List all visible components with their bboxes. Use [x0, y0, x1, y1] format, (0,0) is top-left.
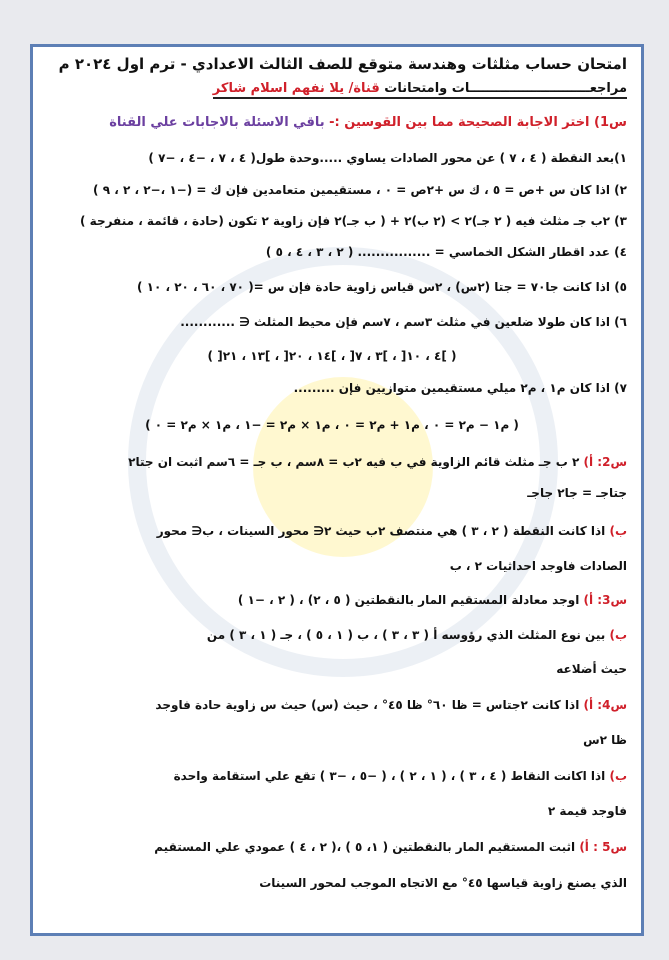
q2-b-text: اذا كانت النقطة ( ٢ ، ٣ ) هي منتصف ٢ب حيث ٢∈ محور السينات ، ب∈ محور	[156, 524, 606, 538]
q4-b-text: اذا اكانت النقاط ( ٤ ، ٣ ) ، ( ١ ، ٢ ) ، ( −٥ ، −٣ ) تقع علي استقامة واحدة	[173, 769, 606, 783]
q4-a-label: س4: أ)	[583, 698, 627, 712]
q3-a-label: س3: أ)	[583, 593, 627, 607]
q4-b-label: ب)	[609, 769, 627, 783]
subtitle-prefix: مراجعـــــــــــــــــــــــــــات وامتحانات	[384, 81, 627, 96]
q1-item: ٤) عدد اقطار الشكل الخماسي = ................ ( ٢ ، ٣ ، ٤ ، ٥ )	[265, 245, 627, 259]
q1-heading	[41, 115, 627, 130]
q4-a-cont: ظا ٢س	[583, 733, 627, 747]
q1-item: ١)بعد النقطة ( ٤ ، ٧ ) عن محور الصادات يساوي .....وحدة طول( ٤ ، ٧ ، −٤ ، −٧ )	[148, 151, 627, 165]
q3-b	[41, 628, 627, 643]
q1-item: ٦) اذا كان طولا ضلعين في مثلث ٣سم ، ٧سم فإن محيط المثلث ∈ ............	[180, 315, 627, 329]
q2-b-label: ب)	[609, 524, 627, 538]
q2-a-text: ٢ ب جـ مثلث قائم الزاوية في ب فيه ٢ب = ٨سم ، ب جـ = ٦سم اثبت ان جتا٢	[128, 455, 580, 469]
q5-a-text: اثبت المستقيم المار بالنقطتين ( ١، ٥ ) ،( ٢ ، ٤ ) عمودي علي المستقيم	[154, 840, 576, 854]
q1-note: باقي الاسئلة بالاجابات علي القناة	[109, 115, 325, 130]
exam-subtitle	[213, 81, 627, 99]
q5-a-cont: الذي يصنع زاوية قياسها ٤٥° مع الاتجاه الموجب لمحور السينات	[259, 876, 627, 890]
q4-b	[41, 769, 627, 784]
q1-item: ٣) ٢ب جـ مثلث فيه ( ٢ جـ)٢ > (٢ ب)٢ + ( ب جـ)٢ فإن زاوية ٢ تكون (حادة ، قائمة ، منفرجة )	[80, 214, 627, 228]
q4-a	[41, 698, 627, 713]
q3-a	[41, 593, 627, 608]
q3-b-label: ب)	[609, 628, 627, 642]
q5-a-label: س5 : أ)	[579, 840, 627, 854]
q1-item: ٧) اذا كان م١ ، م٢ ميلي مستقيمين متوازيين فإن .........	[293, 381, 627, 395]
q2-a-cont: جتاجـ = جا٢ جاجـ	[527, 486, 627, 500]
q4-a-text: اذا كانت ٢جتاس = ظا ٦٠° ظا ٤٥° ، حيث (س) حيث س زاوية حادة فاوجد	[155, 698, 580, 712]
q2-a	[41, 455, 627, 470]
q5-a	[41, 840, 627, 855]
q1-item: ٢) اذا كان س +ص = ٥ ، ك س +٢ص = ٠ ، مستقيمين متعامدين فإن ك = (−١ ،−٢ ، ٢ ، ٩ )	[93, 183, 627, 197]
exam-title: امتحان حساب مثلثات وهندسة متوقع للصف الثالث الاعدادي - ترم اول ٢٠٢٤ م	[58, 55, 627, 73]
q3-a-text: اوجد معادلة المستقيم المار بالنقطتين ( ٥ ، ٢) ، ( ٢ ، −١ )	[237, 593, 580, 607]
exam-page	[30, 44, 644, 936]
q3-b-cont: حيث أضلاعه	[556, 662, 627, 676]
q1-label: س1) اختر الاجابة الصحيحة مما بين القوسين :-	[329, 115, 627, 130]
q4-b-cont: فاوجد قيمة ٢	[547, 804, 627, 818]
q1-item-options: ( ]٤ ، ١٠[ ، ]٣ ، ٧[ ، ]١٤ ، ٢٠[ ، ]١٣ ، ٢١[ )	[207, 349, 457, 363]
q3-b-text: بين نوع المثلث الذي رؤوسه أ ( ٣ ، ٣ ) ، ب ( ١ ، ٥ ) ، جـ ( ١ ، ٣ ) من	[206, 628, 606, 642]
q2-b-cont: الصادات فاوجد احداثيات ٢ ، ب	[449, 559, 627, 573]
channel-name: قناة/ يلا نفهم اسلام شاكر	[212, 81, 380, 96]
q2-b	[41, 524, 627, 539]
q1-item: ٥) اذا كانت جا٧٠ = جتا (٢س) ، ٢س قياس زاوية حادة فإن س =( ٧٠ ، ٦٠ ، ٢٠ ، ١٠ )	[136, 280, 627, 294]
q1-item-options: ( م١ − م٢ = ٠ ، م١ + م٢ = ٠ ، م١ × م٢ = −١ ، م١ × م٢ = ٠ )	[145, 418, 519, 432]
q2-a-label: س2: أ)	[583, 455, 627, 469]
